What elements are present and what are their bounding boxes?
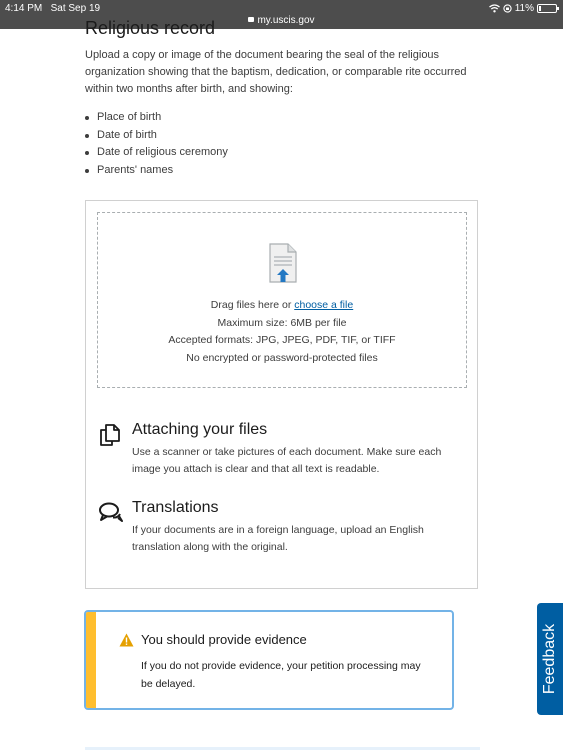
feedback-button[interactable] [537,603,563,715]
list-item: Date of birth [85,127,228,145]
accepted-formats-text: Accepted formats: JPG, JPEG, PDF, TIF, or TIFF [168,334,396,346]
feedback-label: Feedback [541,623,558,695]
section-intro: Upload a copy or image of the document bearing the seal of the religious organization showing that the baptism, dedication, or comparable rite occurred within two months after birth, and showing: [85,49,467,95]
alert-heading: You should provide evidence [141,632,307,647]
copy-files-icon [98,423,122,447]
status-time-text: 4:14 PM [5,3,43,14]
list-item: Parents' names [85,162,228,180]
translations-title: Translations [132,499,219,516]
dropzone-instructions [98,297,466,367]
wifi-icon [489,4,500,13]
attaching-files-text: Use a scanner or take pictures of each document. Make sure each image you attach is clear and that all text is readable. [132,446,442,475]
choose-file-link[interactable]: choose a file [294,299,354,311]
upload-card [85,200,478,589]
drag-line [98,297,466,315]
orientation-lock-icon [503,4,512,13]
alert-accent-bar [86,612,96,708]
drag-text: Drag files here or [210,299,295,311]
status-date-text: Sat Sep 19 [50,3,101,14]
list-item: Place of birth [85,109,228,127]
warning-icon [119,633,134,647]
section-title: Religious record [85,18,216,38]
lock-icon [248,17,254,22]
max-size-text: Maximum size: 6MB per file [217,316,347,329]
battery-icon [537,4,557,13]
speech-bubbles-icon [98,501,124,525]
battery-percent: 11% [514,3,534,14]
translations-text: If your documents are in a foreign language, upload an English translation along with the original. [132,524,424,553]
status-time [5,3,100,14]
url-text: my.uscis.gov [257,15,315,26]
no-encrypted-text: No encrypted or password-protected files [186,351,378,364]
status-indicators [489,3,557,14]
alert-body: If you do not provide evidence, your petition processing may be delayed. [141,660,421,690]
attaching-files-title: Attaching your files [132,421,268,438]
file-dropzone[interactable] [97,212,467,388]
evidence-alert [84,610,454,710]
requirements-list [85,109,228,179]
list-item: Date of religious ceremony [85,144,228,162]
file-upload-icon [268,243,298,283]
